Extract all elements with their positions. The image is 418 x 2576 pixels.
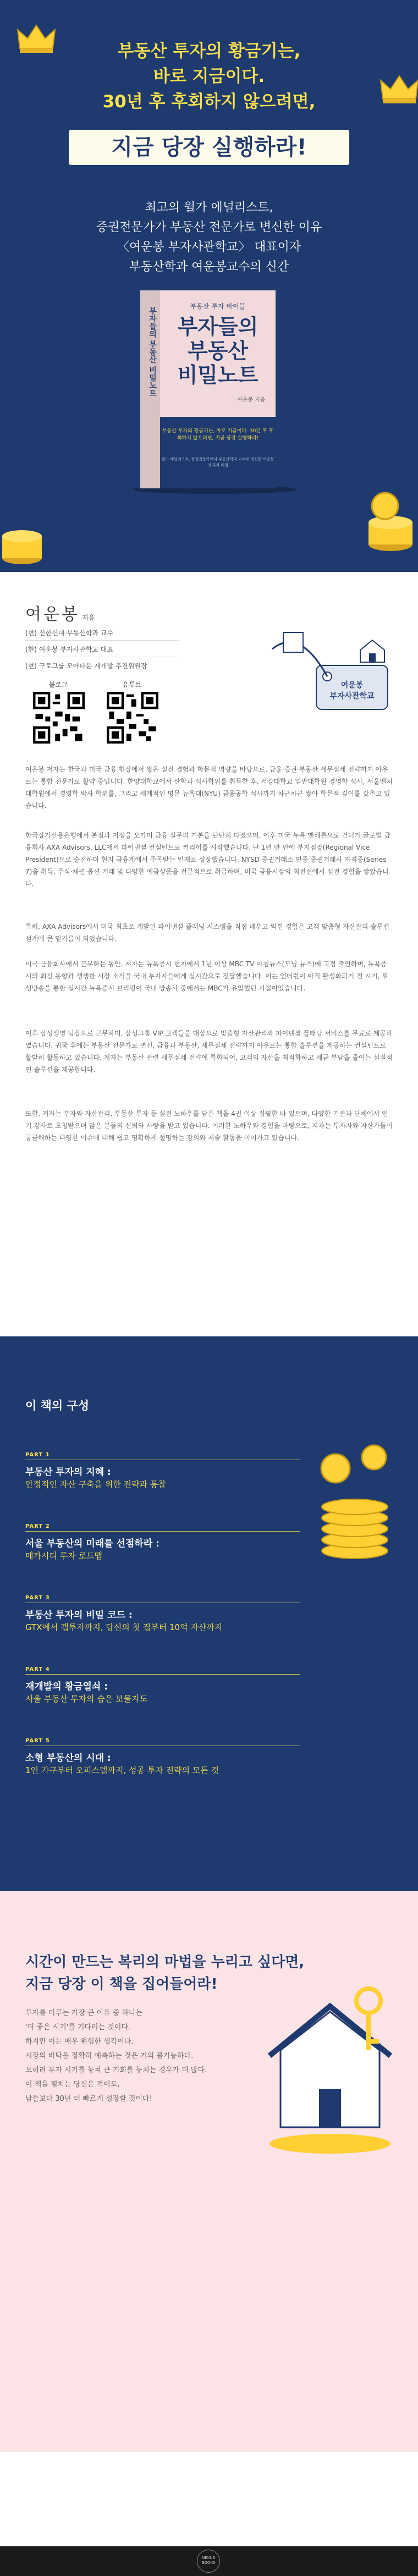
- structure-title: 이 책의 구성: [25, 1399, 90, 1412]
- affiliation: (현) 신한신대 부동산학과 교수: [25, 629, 113, 637]
- closing-line: '더 좋은 시기'를 기다리는 것이다.: [25, 2023, 131, 2032]
- closing-section: [0, 1891, 418, 2452]
- hero-sub-line: 최고의 월가 애널리스트,: [145, 201, 273, 214]
- part-subtitle: GTX에서 갭투자까지, 당신의 첫 집부터 10억 자산까지: [25, 1622, 223, 1632]
- closing-line: 하지만 이는 매우 위험한 생각이다.: [25, 2038, 134, 2046]
- part-item: [25, 1452, 300, 1489]
- part-item: [25, 1523, 300, 1561]
- closing-line: 남들보다 30년 더 빠르게 성장할 것이다!: [25, 2095, 152, 2103]
- hero-sub-line: 부동산학과 여운봉교수의 신간: [129, 260, 289, 274]
- closing-line: 오히려 투자 시기를 놓쳐 큰 기회를 놓치는 경우가 더 많다.: [25, 2066, 207, 2074]
- book-topline: 부동산 투자 바이블: [190, 302, 246, 310]
- closing-line: 시장의 바닥을 정확히 예측하는 것은 거의 불가능하다.: [25, 2052, 194, 2060]
- closing-headline-line: 지금 당장 이 책을 집어들어라!: [25, 1976, 218, 1992]
- structure-section: [0, 1336, 418, 1891]
- author-name-suffix: 지음: [81, 614, 95, 621]
- part-title: 재개발의 황금열쇠 :: [25, 1681, 108, 1692]
- bio-paragraph: 이후 삼성생명 팀장으로 근무하며, 삼성그룹 VIP 고객들을 대상으로 맞춤형 자산관리와 파이낸셜 플래닝 서비스를 무료로 제공하였습니다. 귀국 후에는 부동산 전문가로 변신, 금융과 부동산, 세무절세 전략까지 아우르는 통합 솔루션을 제공하는 컨설턴트로 활발히 활동하고 있습니다. 저자는 부동산 관련 세무절세 전략에 특화되어, 고객의 자산을 최적화하고 세금 부담을 줄이는 실질적인 솔루션을 제공합니다.: [25, 1030, 393, 1074]
- coin-stack-icon: [0, 506, 50, 566]
- hero-line: 바로 지금이다.: [153, 67, 265, 86]
- part-label: PART 2: [25, 1523, 50, 1529]
- coin-stack-icon: [308, 1430, 402, 1562]
- book-title-line: 부자들의: [177, 315, 258, 339]
- hero-callout: 지금 당장 실행하라!: [69, 130, 349, 165]
- closing-headline-line: 시간이 만드는 복리의 마법을 누리고 싶다면,: [25, 1954, 305, 1970]
- book-spine-title: 부자들의 부동산 비밀노트: [148, 307, 157, 397]
- youtube-qr-code[interactable]: [107, 692, 158, 744]
- book-author: 여운봉 지음: [237, 397, 266, 403]
- book-front: [160, 290, 276, 488]
- part-item: [25, 1595, 300, 1632]
- part-label: PART 4: [25, 1666, 50, 1672]
- hero-line: 부동산 투자의 황금기는,: [117, 41, 301, 61]
- blog-qr-code[interactable]: [33, 692, 85, 744]
- school-tag-line: 여운봉: [340, 681, 364, 690]
- part-title: 소형 부동산의 시대 :: [25, 1753, 111, 1764]
- bio-paragraph: 미국 금융회사에서 근무하는 동안, 저자는 뉴욕증시 현지에서 1년 이상 MBC TV 아침뉴스(모닝 뉴스)에 고정 출연하며, 뉴욕증시의 최신 동향과 생생한 시장 소식을 국내 투자자들에게 실시간으로 전달했습니다. 이는 언더런이 아직 활성화되기 전 시기, 위성방송을 통한 실시간 뉴욕증시 브리핑이 국내 방송사 중에서는 MBC가 유일했던 시절이었습니다.: [25, 960, 388, 992]
- hero-line: 30년 후 후회하지 않으려면,: [102, 92, 316, 112]
- closing-text: [25, 2006, 256, 2106]
- affiliation: (현) 여운봉 부자사관학교 대표: [25, 646, 113, 653]
- part-subtitle: 메가시티 투자 로드맵: [25, 1551, 102, 1561]
- key-house-icon: [258, 1979, 402, 2160]
- qr-label-youtube: 유튜브: [122, 681, 142, 689]
- divider: [25, 1531, 300, 1532]
- bio-paragraph: 여운봉 저자는 한국과 미국 금융 현장에서 쌓은 실전 경험과 학문적 역량을 바탕으로, 금융·증권·부동산 세무절세 전략까지 아우르는 통합 전문가로 활약 중입니다. 한양대학교에서 산학과 석사학위를 취득한 후, 서강대학교 일반대학원 경영학 석사, 서울벤처대학원에서 경영학 박사 학위를, 그리고 세계적인 명문 뉴욕대(NYU) 금융공학 석사까지 차근차근 쌓아 학문적 깊이를 갖추고 있습니다.: [25, 766, 393, 810]
- divider: [25, 1674, 300, 1675]
- part-title: 부동산 투자의 지혜 :: [25, 1467, 111, 1478]
- part-item: [25, 1666, 300, 1704]
- part-title: 서울 부동산의 미래를 선점하라 :: [25, 1538, 160, 1549]
- part-subtitle: 1인 가구부터 오피스텔까지, 성공 투자 전략의 모든 것: [25, 1765, 219, 1775]
- part-subtitle: 서울 부동산 투자의 숨은 보물지도: [25, 1694, 147, 1704]
- part-label: PART 3: [25, 1595, 50, 1601]
- part-title: 부동산 투자의 비밀 코드 :: [25, 1610, 133, 1621]
- author-section: [0, 572, 418, 1336]
- book-title: [160, 315, 276, 387]
- part-label: PART 1: [25, 1452, 50, 1458]
- part-item: [25, 1738, 300, 1775]
- hero-sub-line: 증권전문가가 부동산 전문가로 변신한 이유: [96, 221, 322, 234]
- qr-label-blog: 블로그: [48, 681, 68, 689]
- book-cover: [140, 290, 276, 488]
- school-tag-line: 부자사관학교: [329, 692, 375, 701]
- book-spine: [140, 290, 160, 488]
- footer: [0, 2546, 418, 2576]
- divider: [25, 640, 179, 641]
- author-name: [25, 601, 95, 625]
- book-title-line: 부동산: [187, 339, 249, 363]
- affiliation: (현) 구로그룹 모아타운 재개발 추진위원장: [25, 662, 147, 670]
- hero-section: [0, 0, 418, 572]
- key-tag-icon: [250, 616, 399, 720]
- hero-sub-line: 〈여운봉 부자사관학교〉 대표이자: [117, 240, 301, 254]
- hero-headline: [0, 38, 418, 114]
- closing-line: 이 책을 펼치는 당신은 적어도,: [25, 2080, 120, 2089]
- part-subtitle: 안정적인 자산 구축을 위한 전략과 통찰: [25, 1479, 166, 1489]
- bio-paragraph: 특히, AXA Advisors에서 미국 최초로 개발된 파이낸셜 플래닝 시스템을 직접 배우고 익힌 경험은 고객 맞춤형 자산관리 솔루션 설계에 큰 밑거름이 되었습니다.: [25, 923, 389, 943]
- publisher-logo: NEXUS BOOKS: [197, 2550, 220, 2573]
- hero-subtitle: [0, 198, 418, 277]
- author-name-text: 여운봉: [25, 605, 80, 624]
- book-band-sub: 월가 애널리스트, 증권전문가에서 부동산학과 교수로 변신한 여운봉의 투자 비법: [161, 457, 274, 467]
- book-title-line: 비밀노트: [177, 363, 258, 387]
- school-tag: [316, 680, 388, 702]
- coin-stack-icon: [358, 484, 418, 555]
- closing-line: 투자를 미루는 가장 큰 이유 중 하나는: [25, 2009, 143, 2017]
- bio-paragraph: 한국장기신용은행에서 본점과 지점을 오가며 금융 실무의 기본을 단단히 다졌으며, 이후 미국 뉴욕 맨해튼으로 건너가 글로벌 금융회사 AXA Advisors, LLC에서 파이낸셜 컨설턴트로 커리어를 시작했습니다. 단 1년 반 만에 부지점장(Regional Vice President)으로 승진하며 현지 금융계에서 주목받는 인재로 성장했습니다. NYSD 증권거래소 인증 증권거래사 자격증(Series 7)을 취득, 주식·채권·옵션 거래 및 다양한 예금상품을 전문적으로 취급하며, 미국 금융시장의 최전선에서 실전 경험을 쌓았습니다.: [25, 832, 391, 888]
- part-label: PART 5: [25, 1738, 50, 1744]
- book-band-title: 부동산 투자의 황금기는, 바로 지금이다. 30년 후 후회하지 않으려면, 지금 당장 실행하라!: [162, 428, 274, 441]
- bio-paragraph: 또한, 저자는 부자와 자산관리, 부동산 투자 등 실전 노하우를 담은 책을 4권 이상 집필한 바 있으며, 다양한 기관과 단체에서 인기 강사로 초청받으며 많은 분들의 신뢰와 사랑을 받고 있습니다. 이러한 노하우와 경험을 바탕으로, 저자는 투자자와 자산가들이 궁금해하는 다양한 이슈에 대해 쉽고 명확하게 설명하는 강의와 저술 활동을 이어가고 있습니다.: [25, 1110, 393, 1142]
- book-band: [160, 417, 276, 488]
